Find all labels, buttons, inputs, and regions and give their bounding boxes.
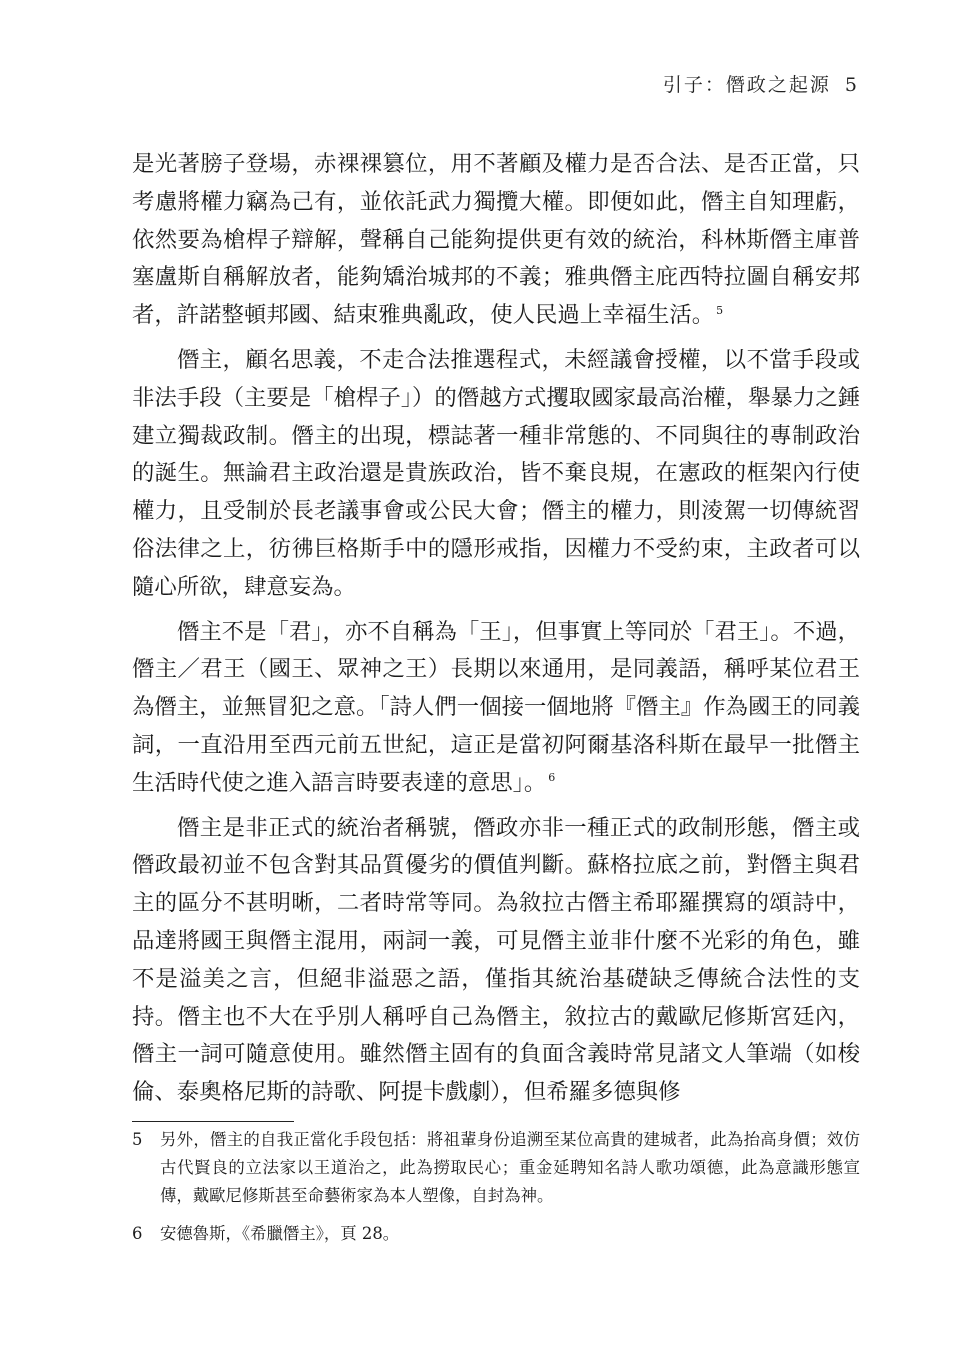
footnote <box>132 1220 860 1248</box>
paragraph-text: 僭主不是「君」，亦不自稱為「王」，但事實上等同於「君王」。不過，僭主／君王（國王、眾神之王）長期以來通用，是同義語，稱呼某位君王為僭主，並無冒犯之意。「詩人們一個接一個地將『僭主』作為國王的同義詞，一直沿用至西元前五世紀，這正是當初阿爾基洛科斯在最早一批僭主生活時代使之進入語言時要表達的意思」。 <box>132 618 860 796</box>
running-header <box>663 70 857 97</box>
paragraph <box>132 342 860 607</box>
chapter-title: 引子：僭政之起源 <box>662 74 831 96</box>
paragraph-text: 僭主是非正式的統治者稱號，僭政亦非一種正式的政制形態，僭主或僭政最初並不包含對其品質優劣的價值判斷。蘇格拉底之前，對僭主與君主的區分不甚明晰，二者時常等同。為敘拉古僭主希耶羅撰寫的頌詩中，品達將國王與僭主混用，兩詞一義，可見僭主並非什麼不光彩的角色，雖不是溢美之言，但絕非溢惡之語，僅指其統治基礎缺乏傳統合法性的支持。僭主也不大在乎別人稱呼自己為僭主，敘拉古的戴歐尼修斯宮廷內，僭主一詞可隨意使用。雖然僭主固有的負面含義時常見諸文人筆端（如梭倫、泰奧格尼斯的詩歌、阿提卡戲劇），但希羅多德與修 <box>132 814 860 1106</box>
footnote-reference: 5 <box>716 303 724 317</box>
paragraph <box>132 810 860 1112</box>
footnote-text: 另外，僭主的自我正當化手段包括：將祖輩身份追溯至某位高貴的建城者，此為抬高身價；效仿古代賢良的立法家以王道治之，此為撈取民心；重金延聘知名詩人歌功頌德，此為意識形態宣傳，戴歐尼修斯甚至命藝術家為本人塑像，自封為神。 <box>160 1130 860 1205</box>
footnotes <box>132 1126 860 1258</box>
footnote <box>132 1126 860 1210</box>
paragraph-text: 僭主，顧名思義，不走合法推選程式，未經議會授權，以不當手段或非法手段（主要是「槍桿子」）的僭越方式攫取國家最高治權，舉暴力之錘建立獨裁政制。僭主的出現，標誌著一種非常態的、不同與往的專制政治的誕生。無論君主政治還是貴族政治，皆不棄良規，在憲政的框架內行使權力，且受制於長老議事會或公民大會；僭主的權力，則淩駕一切傳統習俗法律之上，彷彿巨格斯手中的隱形戒指，因權力不受約束，主政者可以隨心所欲，肆意妄為。 <box>132 346 860 600</box>
footnote-number: 5 <box>132 1130 143 1149</box>
footnote-number: 6 <box>132 1224 143 1243</box>
main-text <box>132 146 860 1119</box>
footnote-reference: 6 <box>548 771 556 785</box>
paragraph <box>132 614 860 803</box>
footnote-text: 安德魯斯，《希臘僭主》，頁 28。 <box>160 1224 400 1243</box>
footnote-divider <box>132 1121 294 1122</box>
paragraph <box>132 146 860 335</box>
page-number: 5 <box>844 74 857 96</box>
paragraph-text: 是光著膀子登場，赤裸裸篡位，用不著顧及權力是否合法、是否正當，只考慮將權力竊為己有，並依託武力獨攬大權。即便如此，僭主自知理虧，依然要為槍桿子辯解，聲稱自己能夠提供更有效的統治，科林斯僭主庫普塞盧斯自稱解放者，能夠矯治城邦的不義；雅典僭主庇西特拉圖自稱安邦者，許諾整頓邦國、結束雅典亂政，使人民過上幸福生活。 <box>132 151 860 329</box>
